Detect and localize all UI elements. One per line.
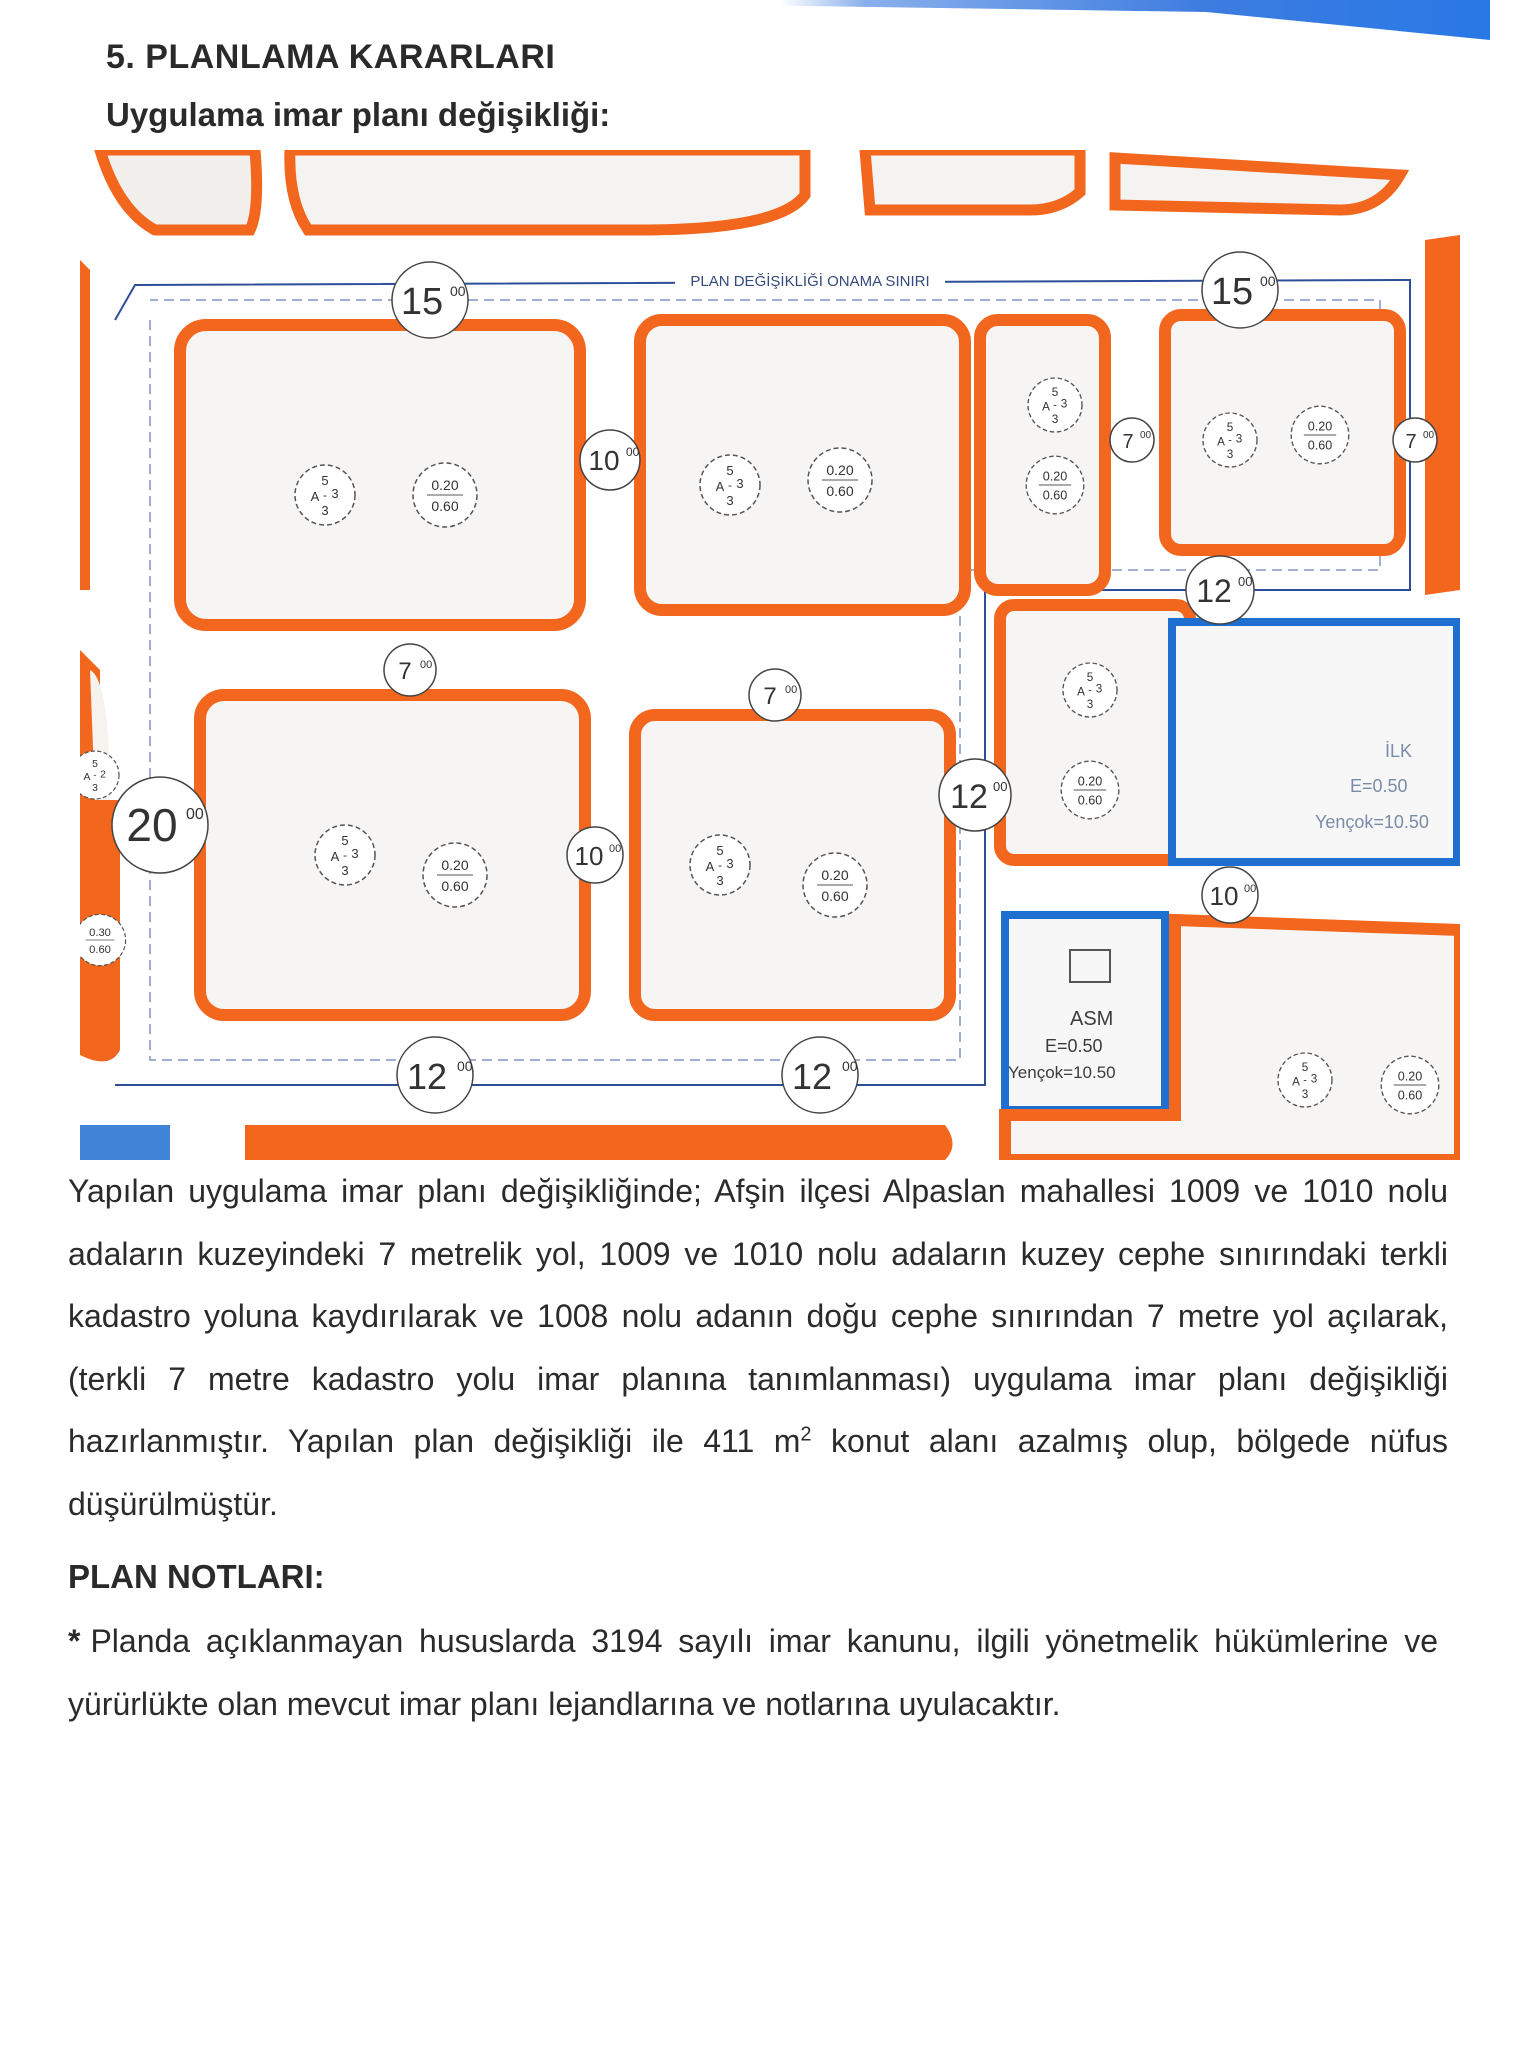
plan-boundary-label: PLAN DEĞİŞİKLİĞİ ONAMA SINIRI [690,273,930,290]
svg-text:00: 00 [1140,430,1152,441]
road-width-8: 12 [1196,573,1232,609]
note-bullet: * [68,1623,81,1659]
density-ratio-symbol [413,463,477,527]
svg-text:3: 3 [1060,397,1068,411]
block-east-mid [1000,605,1190,860]
zone-code-symbol [1063,663,1117,717]
svg-text:5: 5 [341,833,349,848]
plan-note [68,1610,1438,1736]
svg-text:00: 00 [457,1058,473,1074]
block-1009 [640,320,965,610]
svg-text:-: - [323,488,327,502]
svg-text:A: A [1077,685,1085,699]
svg-text:0.20: 0.20 [1307,419,1333,434]
block-top-3 [865,150,1080,210]
svg-text:5: 5 [1226,421,1234,434]
svg-text:00: 00 [1238,574,1253,589]
road-width-3: 10 [588,445,620,476]
svg-text:00: 00 [842,1058,858,1074]
svg-text:A: A [1292,1075,1300,1089]
svg-text:A: A [705,859,715,874]
density-ratio-symbol [808,448,872,512]
svg-text:5: 5 [1051,386,1059,399]
svg-text:-: - [718,858,722,872]
svg-text:-: - [93,770,97,782]
block-top-4 [1115,158,1400,210]
density-ratio-symbol [1061,761,1119,819]
svg-text:3: 3 [1235,432,1243,446]
zoning-plan-map [80,150,1460,1160]
road-width-14: 12 [791,1056,833,1097]
svg-text:3: 3 [351,846,359,861]
svg-text:0.20: 0.20 [1042,469,1068,484]
strip-bottom-blue [80,1125,170,1160]
svg-text:5: 5 [1301,1061,1309,1074]
svg-text:-: - [1228,434,1232,447]
svg-text:00: 00 [1260,273,1276,289]
asm-h: Yençok=10.50 [1008,1063,1116,1082]
svg-text:0.60: 0.60 [1077,793,1103,808]
svg-text:3: 3 [1301,1088,1309,1101]
svg-text:0.60: 0.60 [431,498,459,514]
svg-text:5: 5 [1086,671,1094,684]
block-top-1 [100,150,257,230]
road-width-10: 10 [574,841,604,871]
svg-text:0.60: 0.60 [89,943,111,956]
block-1008 [980,320,1105,590]
road-width-4: 7 [398,658,412,685]
svg-text:0.60: 0.60 [821,888,849,904]
svg-text:0.20: 0.20 [1077,774,1103,789]
density-ratio-symbol [1381,1056,1439,1114]
svg-text:3: 3 [1310,1072,1318,1086]
svg-text:3: 3 [1086,698,1094,711]
svg-text:-: - [1088,684,1092,697]
svg-text:0.60: 0.60 [826,483,854,499]
block-top-2 [290,150,805,230]
svg-text:A: A [715,479,725,494]
svg-text:00: 00 [626,445,640,459]
svg-text:0.20: 0.20 [431,477,459,493]
section-title: 5. PLANLAMA KARARLARI [106,38,556,76]
svg-text:5: 5 [716,843,724,858]
road-width-2: 15 [1210,271,1254,313]
svg-text:0.20: 0.20 [441,857,469,873]
asm-e: E=0.50 [1045,1036,1103,1056]
svg-text:0.20: 0.20 [1397,1069,1423,1084]
zone-code-symbol [1278,1053,1332,1107]
svg-text:00: 00 [420,659,433,671]
svg-text:3: 3 [736,476,744,491]
svg-text:00: 00 [609,843,622,855]
zone-code-symbol [295,465,355,525]
svg-text:A: A [330,849,340,864]
ilk-e: E=0.50 [1350,776,1408,796]
svg-text:00: 00 [785,684,798,696]
density-ratio-symbol [1026,456,1084,514]
zone-code-symbol [690,835,750,895]
svg-text:A: A [310,489,320,504]
road-width-9: 20 [126,799,178,851]
svg-text:-: - [1053,399,1057,412]
svg-text:3: 3 [341,863,349,878]
svg-text:3: 3 [321,503,329,518]
description-paragraph: Yapılan uygulama imar planı değişikliğinde; Afşin ilçesi Alpaslan mahallesi 1009 ve 1010 nolu adaların kuzeyindeki 7 metrelik yol, 1009 ve 1010 nolu adaların kuzey cephe sınırındaki terkli kadastro yoluna kaydırılarak ve 1008 nolu adanın doğu cephe sınırından 7 metre yol açılarak, (terkli 7 metre kadastro yolu imar planına tanımlanması) uygulama imar planı değişikliği hazırlanmıştır. Yapılan plan değişikliği ile 411 $m^2$ konut alanı azalmış olup, bölgede nüfus düşürülmüştür. [68,1173,1449,1522]
block-sc [635,715,950,1015]
svg-text:0.30: 0.30 [89,927,111,939]
svg-text:3: 3 [1051,413,1059,426]
svg-text:0.60: 0.60 [441,878,469,894]
density-ratio-symbol [1291,406,1349,464]
svg-text:-: - [728,478,732,492]
svg-text:00: 00 [450,283,466,299]
road-width-12: 10 [1209,881,1239,911]
note-text: Planda açıklanmayan hususlarda 3194 sayılı imar kanunu, ilgili yönetmelik hükümlerine ve yürürlükte olan mevcut imar planı lejandlarına ve notlarına uyulacaktır. [68,1623,1438,1722]
strip-right [1425,235,1460,595]
svg-text:A: A [83,771,91,783]
svg-text:3: 3 [331,486,339,501]
svg-text:A: A [1217,435,1225,449]
road-width-11: 12 [950,778,988,816]
road-width-7: 7 [1405,431,1417,453]
svg-text:-: - [1303,1074,1307,1087]
svg-text:5: 5 [726,463,734,478]
svg-text:5: 5 [321,473,329,488]
ilk-h: Yençok=10.50 [1315,812,1429,832]
svg-text:A: A [1042,400,1050,414]
svg-text:00: 00 [1244,883,1257,895]
road-width-5: 7 [763,683,777,710]
svg-text:0.60: 0.60 [1042,488,1068,503]
svg-text:-: - [343,848,347,862]
svg-text:3: 3 [726,856,734,871]
scan-artifact [780,0,1490,40]
zone-code-symbol [80,751,119,799]
zone-code-symbol [700,455,760,515]
density-ratio-symbol [803,853,867,917]
svg-text:3: 3 [726,493,734,508]
svg-text:3: 3 [1095,682,1103,696]
svg-text:3: 3 [1226,448,1234,461]
strip-bottom [245,1125,953,1160]
block-ne [1165,315,1400,550]
road-width-6: 7 [1122,431,1134,453]
strip-left-top [80,260,90,590]
asm-label: ASM [1070,1008,1114,1030]
svg-text:2: 2 [100,769,106,781]
svg-text:5: 5 [92,759,98,770]
svg-text:0.60: 0.60 [1397,1088,1423,1103]
density-ratio-symbol [423,843,487,907]
road-width-13: 12 [406,1056,448,1097]
svg-text:00: 00 [186,806,204,823]
zone-code-symbol [1203,413,1257,467]
zone-code-symbol [315,825,375,885]
svg-text:0.20: 0.20 [826,462,854,478]
subtitle: Uygulama imar planı değişikliği: [106,96,611,133]
svg-text:00: 00 [993,779,1008,794]
svg-text:00: 00 [1423,430,1435,441]
ilk-label: İLK [1385,741,1413,761]
plan-notes-title: PLAN NOTLARI: [68,1558,325,1595]
block-sw [200,695,585,1015]
road-width-1: 15 [400,281,444,323]
svg-text:0.20: 0.20 [821,867,849,883]
svg-text:0.60: 0.60 [1307,438,1333,453]
zone-code-symbol [1028,378,1082,432]
svg-text:3: 3 [92,783,98,794]
svg-text:3: 3 [716,873,724,888]
block-1010 [180,325,580,625]
